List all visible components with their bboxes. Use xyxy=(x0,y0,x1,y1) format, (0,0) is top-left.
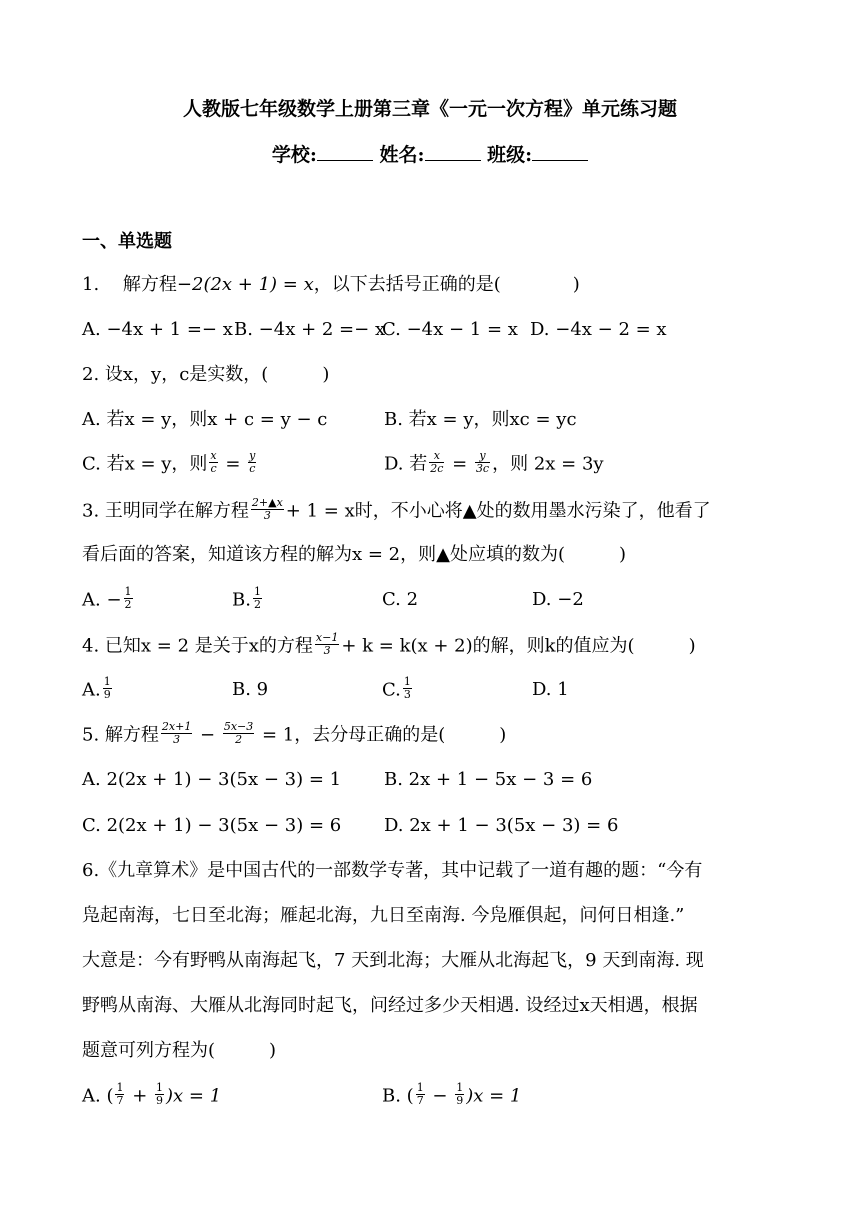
q4-a-frac: $\frac{1}{9}$ xyxy=(103,675,111,701)
q6-a-frac-2: $\frac{1}{9}$ xyxy=(156,1081,163,1107)
q4-stem-suffix: + k = k(x + 2)的解，则k的值应为( ) xyxy=(341,635,696,657)
q6-b-frac-2: $\frac{1}{9}$ xyxy=(456,1081,464,1107)
q5-stem-prefix: 5. 解方程 xyxy=(82,724,159,746)
q6-b-frac-1: $\frac{1}{7}$ xyxy=(416,1081,424,1107)
q2-d-frac1: $\frac{x}{2c}$ xyxy=(430,449,444,475)
q2-d-frac2: $\frac{y}{3c}$ xyxy=(475,449,490,475)
q5-fraction-1: $\frac{2x+1}{3}$ xyxy=(161,720,192,746)
q2-option-b: B. 若x = y，则xc = yc xyxy=(384,409,577,430)
question-6-line-1: 6.《九章算术》是中国古代的一部数学专著，其中记载了一道有趣的题：“今有 xyxy=(82,860,703,881)
q5-option-a: A. 2(2x + 1) − 3(5x − 3) = 1 xyxy=(82,769,342,790)
question-6-line-2: 凫起南海，七日至北海；雁起北海，九日至南海. 今凫雁俱起，问何日相逢.” xyxy=(82,905,685,926)
question-6-line-5: 题意可列方程为( ) xyxy=(82,1040,277,1061)
q2-option-d: D. 若 $\frac{x}{2c}$ = $\frac{y}{3c}$ ，则 2x = 3y xyxy=(384,449,604,475)
class-label: 班级: xyxy=(487,144,533,166)
name-label: 姓名: xyxy=(379,144,425,166)
q3-stem-suffix: + 1 = x时，不小心将▲处的数用墨水污染了，他看了 xyxy=(285,500,711,522)
q1-stem-suffix: ，以下去括号正确的是( ) xyxy=(313,274,580,295)
q6-a-frac-1: $\frac{1}{7}$ xyxy=(116,1081,124,1107)
student-info-line xyxy=(0,140,860,167)
question-3-stem-line2: 看后面的答案，知道该方程的解为x = 2，则▲处应填的数为( ) xyxy=(82,544,627,565)
question-4-stem xyxy=(82,631,696,659)
q5-option-d: D. 2x + 1 − 3(5x − 3) = 6 xyxy=(384,815,619,836)
school-label: 学校: xyxy=(271,144,317,166)
q3-stem-prefix: 3. 王明同学在解方程 xyxy=(82,500,249,522)
q1-option-c: C. −4x − 1 = x xyxy=(382,319,518,340)
question-6-line-3: 大意是：今有野鸭从南海起飞，7 天到北海；大雁从北海起飞，9 天到南海. 现 xyxy=(82,950,704,971)
class-blank xyxy=(532,144,588,161)
q4-option-d: D. 1 xyxy=(532,679,569,700)
q2-option-c: C. 若x = y，则 $\frac{x}{c}$ = $\frac{y}{c}$ xyxy=(82,449,256,475)
question-6-line-4: 野鸭从南海、大雁从北海同时起飞，问经过多少天相遇. 设经过x天相遇，根据 xyxy=(82,995,698,1016)
q3-a-frac: $\frac{1}{2}$ xyxy=(124,585,132,611)
question-3-stem-line1 xyxy=(82,496,711,524)
q6-option-a: A. ( $\frac{1}{7}$ + $\frac{1}{9}$ )x = 1 xyxy=(82,1081,222,1107)
q6-option-b: B. ( $\frac{1}{7}$ − $\frac{1}{9}$ )x = 1 xyxy=(382,1081,522,1107)
q2-c-prefix: C. 若x = y，则 xyxy=(82,453,208,475)
name-blank xyxy=(425,144,481,161)
section-title: 一、单选题 xyxy=(82,231,172,252)
question-2-stem: 2. 设x，y，c是实数，( ) xyxy=(82,364,330,385)
q3-option-c: C. 2 xyxy=(382,589,419,610)
q4-fraction: $\frac{x-1}{3}$ xyxy=(315,631,339,657)
q4-option-a: A. $\frac{1}{9}$ xyxy=(82,675,111,701)
document-title: 人教版七年级数学上册第三章《一元一次方程》单元练习题 xyxy=(182,98,677,120)
q3-fraction: $\frac{2+▲x}{3}$ xyxy=(251,496,283,522)
q1-option-b: B. −4x + 2 =− x xyxy=(234,319,386,340)
q5-stem-suffix: = 1，去分母正确的是( ) xyxy=(256,724,507,746)
q4-stem-prefix: 4. 已知x = 2 是关于x的方程 xyxy=(82,635,313,657)
q3-option-d: D. −2 xyxy=(532,589,584,610)
q1-option-a: A. −4x + 1 =− x xyxy=(82,319,233,340)
q5-option-b: B. 2x + 1 − 5x − 3 = 6 xyxy=(384,769,593,790)
q5-option-c: C. 2(2x + 1) − 3(5x − 3) = 6 xyxy=(82,815,342,836)
question-1-stem xyxy=(82,273,580,297)
q5-fraction-2: $\frac{5x-3}{2}$ xyxy=(223,720,254,746)
q4-option-c: C. $\frac{1}{3}$ xyxy=(382,675,411,701)
q3-option-a: A. − $\frac{1}{2}$ xyxy=(82,585,132,611)
q2-c-frac2: $\frac{y}{c}$ xyxy=(249,449,256,475)
q2-c-frac1: $\frac{x}{c}$ xyxy=(210,449,217,475)
q3-b-frac: $\frac{1}{2}$ xyxy=(253,585,261,611)
q3-option-b: B. $\frac{1}{2}$ xyxy=(232,585,261,611)
q2-option-a: A. 若x = y，则x + c = y − c xyxy=(82,409,328,430)
q4-option-b: B. 9 xyxy=(232,679,269,700)
q4-c-frac: $\frac{1}{3}$ xyxy=(403,675,411,701)
q1-equation: −2(2x + 1) = x xyxy=(176,274,314,295)
q1-stem-prefix: 1. 解方程 xyxy=(82,274,177,295)
school-blank xyxy=(317,144,373,161)
q1-option-d: D. −4x − 2 = x xyxy=(530,319,667,340)
question-5-stem: 5. 解方程 $\frac{2x+1}{3}$ − $\frac{5x-3}{2}$ = 1，去分母正确的是( ) xyxy=(82,720,507,746)
q2-d-suffix: ，则 2x = 3y xyxy=(492,453,604,475)
q2-d-prefix: D. 若 xyxy=(384,453,428,475)
